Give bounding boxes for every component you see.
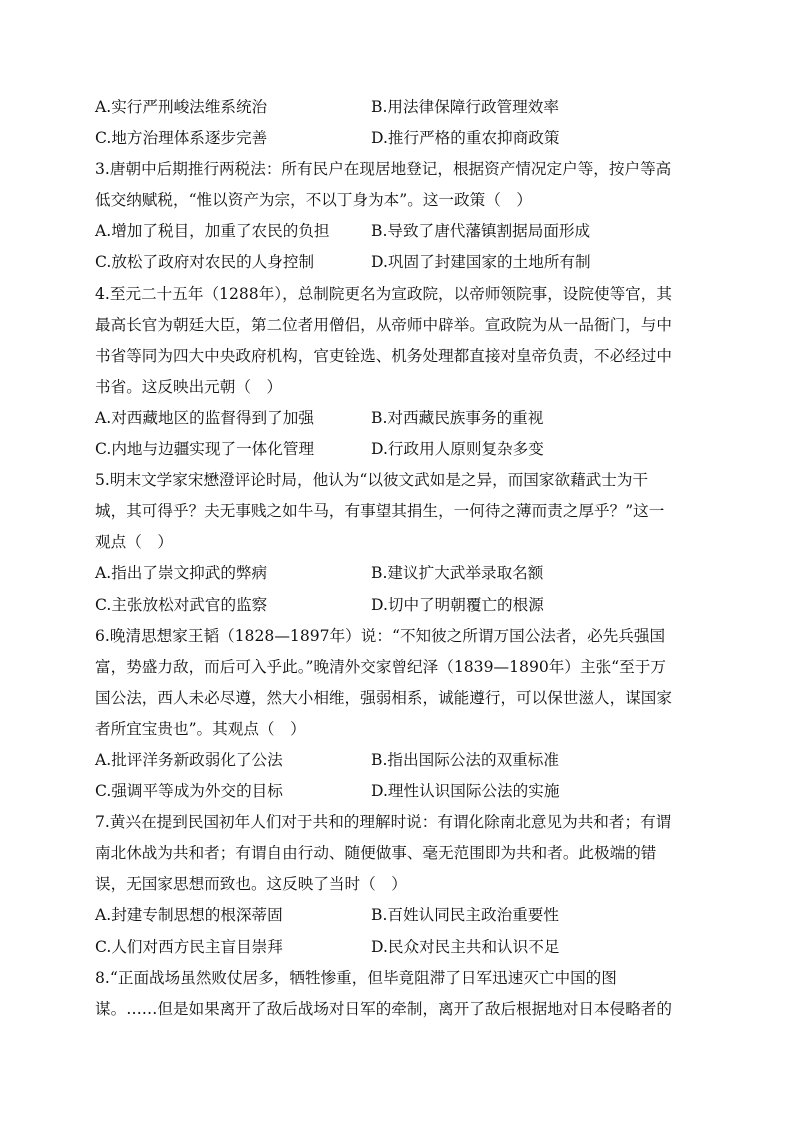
option-a: A.封建专制思想的根深蒂固 (95, 906, 283, 925)
stem-line: 8.“正面战场虽然败仗居多，牺牲惨重，但毕竟阻滞了日军迅速灭亡中国的图 (95, 968, 617, 987)
question-stem (95, 465, 699, 558)
option-a: A.批评洋务新政弱化了公法 (95, 750, 283, 769)
option-row (95, 590, 699, 621)
stem-line: 谋。……但是如果离开了敌后战场对日军的牵制，离开了敌后根据地对日本侵略者的 (95, 999, 672, 1018)
option-row (95, 745, 699, 776)
stem-line: 富，势盛力敌，而后可入乎此。”晚清外交家曾纪泽（1839—1890年）主张“至于万 (95, 657, 666, 676)
stem-line: 书省等同为四大中央政府机构，官吏铨选、机务处理都直接对皇帝负责，不必经过中 (95, 346, 672, 365)
stem-line: 南北休战为共和者；有谓自由行动、随便做事、毫无范围即为共和者。此极端的错 (95, 844, 657, 863)
option-a: A.实行严刑峻法维系统治 (95, 98, 268, 116)
option-row (95, 434, 699, 465)
option-b: B.对西藏民族事务的重视 (371, 408, 544, 427)
option-b: B.导致了唐代藩镇割据局面形成 (371, 222, 591, 241)
option-d: D.巩固了封建国家的土地所有制 (371, 253, 591, 272)
question-3 (95, 154, 699, 278)
question-stem (95, 621, 699, 745)
option-row (95, 247, 699, 278)
stem-line: 书省。这反映出元朝（ ） (95, 377, 283, 396)
option-d: D.切中了明朝覆亡的根源 (371, 595, 544, 614)
stem-line: 观点（ ） (95, 533, 173, 552)
question-5 (95, 465, 699, 620)
option-c: C.内地与边疆实现了一体化管理 (95, 440, 315, 459)
option-c: C.放松了政府对农民的人身控制 (95, 253, 315, 272)
question-stem (95, 807, 699, 900)
option-b: B.用法律保障行政管理效率 (371, 98, 559, 116)
stem-line: 5.明末文学家宋懋澄评论时局，他认为“以彼文武如是之异，而国家欲藉武士为干 (95, 471, 649, 490)
question-8 (95, 963, 699, 1025)
option-row (95, 932, 699, 963)
option-row (95, 216, 699, 247)
stem-line: 误，无国家思想而致也。这反映了当时（ ） (95, 875, 407, 894)
stem-line: 3.唐朝中后期推行两税法：所有民户在现居地登记，根据资产情况定户等，按户等高 (95, 160, 672, 179)
question-7 (95, 807, 699, 962)
option-row (95, 558, 699, 589)
option-d: D.行政用人原则复杂多变 (371, 440, 544, 459)
option-row (95, 900, 699, 931)
question-stem (95, 279, 699, 403)
option-row (95, 123, 699, 154)
option-a: A.指出了崇文抑武的弊病 (95, 564, 268, 583)
option-row (95, 776, 699, 807)
option-b: B.指出国际公法的双重标准 (371, 750, 559, 769)
stem-line: 4.至元二十五年（1288年），总制院更名为宣政院，以帝师领院事，设院使等官，其 (95, 284, 672, 303)
option-b: B.百姓认同民主政治重要性 (371, 906, 559, 925)
question-list (95, 92, 699, 1025)
option-row (95, 403, 699, 434)
option-d: D.民众对民主共和认识不足 (371, 937, 560, 956)
option-row (95, 92, 699, 123)
question-4 (95, 279, 699, 466)
stem-line: 者所宜宝贵也”。其观点（ ） (95, 719, 306, 738)
option-c: C.强调平等成为外交的目标 (95, 782, 283, 801)
stem-line: 城，其可得乎？夫无事贱之如牛马，有事望其捐生，一何待之薄而责之厚乎？”这一 (95, 502, 665, 521)
stem-line: 国公法，西人未必尽遵，然大小相维，强弱相系，诚能遵行，可以保世滋人，谋国家 (95, 688, 672, 707)
option-c: C.主张放松对武官的监察 (95, 595, 268, 614)
stem-line: 7.黄兴在提到民国初年人们对于共和的理解时说：有谓化除南北意见为共和者；有谓 (95, 813, 672, 832)
question-stem (95, 963, 699, 1025)
option-c: C.地方治理体系逐步完善 (95, 129, 268, 148)
option-d: D.推行严格的重农抑商政策 (371, 129, 560, 148)
question-6 (95, 621, 699, 808)
stem-line: 最高长官为朝廷大臣，第二位者用僧侣，从帝师中辟举。宣政院为从一品衙门，与中 (95, 315, 672, 334)
option-a: A.增加了税目，加重了农民的负担 (95, 222, 330, 241)
option-d: D.理性认识国际公法的实施 (371, 782, 560, 801)
question-stem (95, 154, 699, 216)
stem-line: 6.晚清思想家王韬（1828—1897年）说：“不知彼之所谓万国公法者，必先兵强国 (95, 626, 666, 645)
stem-line: 低交纳赋税，“惟以资产为宗，不以丁身为本”。这一政策（ ） (95, 191, 532, 210)
option-c: C.人们对西方民主盲目崇拜 (95, 937, 283, 956)
option-a: A.对西藏地区的监督得到了加强 (95, 408, 314, 427)
option-b: B.建议扩大武举录取名额 (371, 564, 544, 583)
